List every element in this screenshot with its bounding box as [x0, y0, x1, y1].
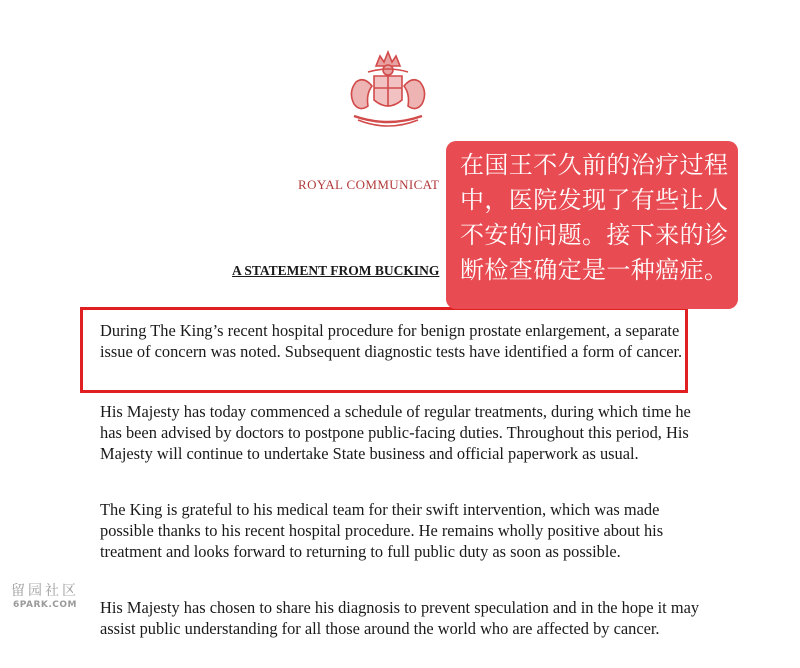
annotation-text: 在国王不久前的治疗过程中，医院发现了有些让人不安的问题。接下来的诊断检查确定是一种癌症。: [460, 151, 729, 284]
royal-communication-label: ROYAL COMMUNICAT: [298, 177, 440, 192]
paragraph-treatment: His Majesty has today commenced a schedule of regular treatments, during which time he has been advised by doctors to postpone public-facing duties. Throughout this period, His Majesty will continue to undertake State business and official paperwork as usual.: [100, 402, 691, 463]
paragraph-gratitude: The King is grateful to his medical team for their swift intervention, which was made possible thanks to his recent hospital procedure. He remains wholly positive about his treatment and looks forward to returning to full public duty as soon as possible.: [100, 500, 664, 561]
paragraph-diagnosis: During The King’s recent hospital procedure for benign prostate enlargement, a separate issue of concern was noted. Subsequent diagnostic tests have identified a form of cancer.: [100, 321, 683, 361]
site-watermark: [8, 580, 82, 610]
watermark-cn: 留园社区: [11, 583, 79, 599]
paragraph-share-diagnosis: His Majesty has chosen to share his diagnosis to prevent speculation and in the hope it may assist public understanding for all those around the world who are affected by cancer.: [100, 598, 700, 638]
watermark-en: 6PARK.COM: [12, 600, 78, 610]
statement-title: A STATEMENT FROM BUCKING: [232, 263, 440, 278]
royal-crest-icon: [338, 46, 438, 136]
